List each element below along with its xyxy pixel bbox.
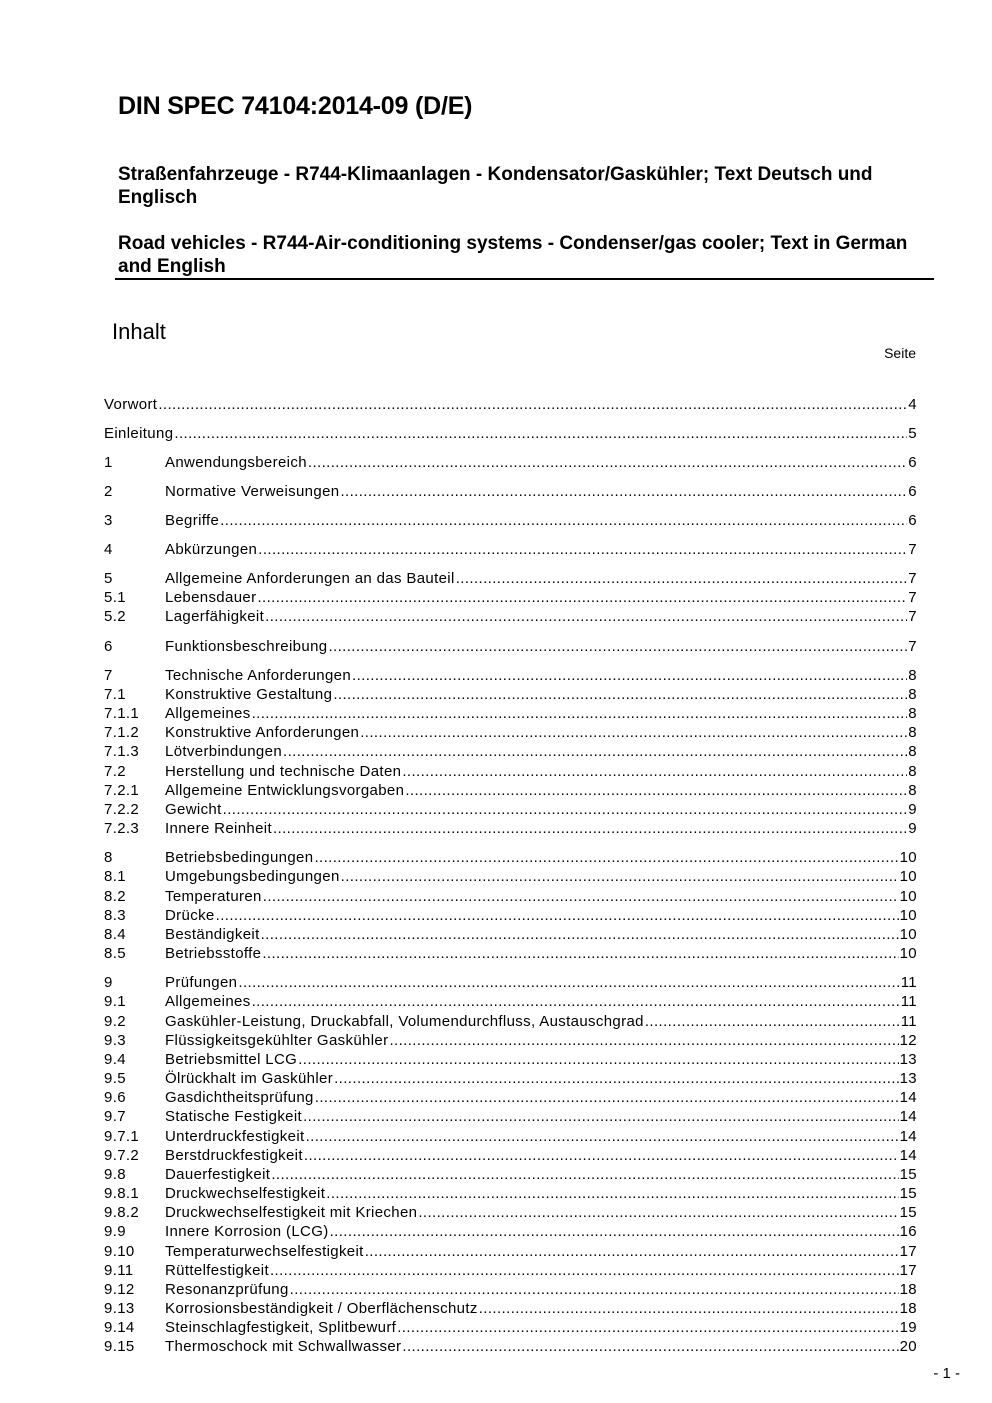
toc-entry-number: 7.1.2	[104, 724, 140, 741]
toc-entry-page: 15	[899, 1185, 917, 1202]
document-title-en: Road vehicles - R744-Air-conditioning systems - Condenser/gas cooler; Text in German and English	[118, 233, 908, 277]
toc-entry-title: Allgemeines	[165, 993, 251, 1010]
toc-entry-number: 9.12	[104, 1281, 135, 1298]
toc-entry-number: 7.1	[104, 686, 126, 703]
toc-dot-leader	[397, 1318, 898, 1337]
toc-entry[interactable]	[104, 1012, 917, 1031]
toc-entry-title: Lötverbindungen	[165, 743, 283, 760]
toc-dot-leader	[365, 1242, 899, 1261]
toc-entry-page: 7	[908, 638, 917, 655]
toc-entry[interactable]	[104, 992, 917, 1011]
toc-entry[interactable]	[104, 1318, 917, 1337]
toc-entry-title: Gewicht	[165, 801, 222, 818]
toc-entry-title: Berstdruckfestigkeit	[165, 1147, 303, 1164]
toc-entry-number: 5.2	[104, 608, 126, 625]
toc-entry-page: 11	[900, 1013, 917, 1030]
toc-entry-page: 10	[899, 868, 917, 885]
toc-entry-title: Innere Korrosion (LCG)	[165, 1223, 329, 1240]
toc-dot-leader	[262, 944, 898, 963]
toc-entry[interactable]	[104, 800, 917, 819]
toc-dot-leader	[283, 742, 907, 761]
toc-entry[interactable]	[104, 511, 917, 530]
toc-dot-leader	[405, 781, 907, 800]
toc-entry-number: 7.1.3	[104, 743, 140, 760]
toc-dot-leader	[303, 1107, 899, 1126]
toc-entry-number: 9.11	[104, 1262, 134, 1279]
toc-entry-title: Gaskühler-Leistung, Druckabfall, Volumendurchfluss, Austauschgrad	[165, 1013, 644, 1030]
toc-dot-leader	[271, 1165, 898, 1184]
toc-dot-leader	[174, 424, 907, 443]
toc-entry-number: 8	[104, 849, 113, 866]
toc-dot-leader	[328, 637, 907, 656]
toc-entry-number: 9.1	[104, 993, 126, 1010]
toc-entry[interactable]	[104, 1203, 917, 1222]
toc-dot-leader	[330, 1222, 899, 1241]
toc-dot-leader	[306, 1127, 899, 1146]
toc-entry-page: 5	[908, 425, 917, 442]
toc-dot-leader	[223, 800, 908, 819]
toc-entry-title: Beständigkeit	[165, 926, 260, 943]
toc-entry[interactable]	[104, 1337, 917, 1356]
toc-entry-title: Allgemeines	[165, 705, 251, 722]
toc-entry-page: 10	[899, 849, 917, 866]
toc-entry-number: 9.8	[104, 1166, 126, 1183]
toc-entry-page: 9	[908, 801, 917, 818]
toc-entry-number: 9.7.2	[104, 1147, 140, 1164]
toc-entry-page: 7	[908, 589, 917, 606]
toc-entry[interactable]	[104, 1261, 917, 1280]
toc-entry-title: Vorwort	[104, 396, 158, 413]
toc-entry-page: 18	[899, 1300, 917, 1317]
toc-entry-page: 11	[900, 993, 917, 1010]
toc-entry-number: 8.2	[104, 888, 126, 905]
toc-dot-leader	[261, 925, 899, 944]
toc-dot-leader	[265, 607, 907, 626]
toc-entry-page: 8	[908, 743, 917, 760]
toc-entry[interactable]	[104, 704, 917, 723]
toc-entry-page: 18	[899, 1281, 917, 1298]
toc-entry-number: 9.8.1	[104, 1185, 140, 1202]
toc-dot-leader	[308, 453, 907, 472]
toc-dot-leader	[258, 540, 907, 559]
toc-entry-title: Steinschlagfestigkeit, Splitbewurf	[165, 1319, 397, 1336]
toc-entry[interactable]	[104, 685, 917, 704]
toc-dot-leader	[352, 666, 907, 685]
toc-dot-leader	[304, 1146, 899, 1165]
toc-entry-number: 9.14	[104, 1319, 135, 1336]
toc-entry-number: 8.4	[104, 926, 126, 943]
toc-dot-leader	[216, 906, 899, 925]
toc-entry[interactable]	[104, 1050, 917, 1069]
toc-entry-number: 9.10	[104, 1243, 135, 1260]
toc-entry-page: 8	[908, 782, 917, 799]
toc-entry-number: 4	[104, 541, 113, 558]
toc-dot-leader	[263, 887, 899, 906]
toc-entry-page: 6	[908, 512, 917, 529]
toc-entry-page: 7	[908, 608, 917, 625]
toc-entry[interactable]	[104, 1299, 917, 1318]
toc-entry-number: 3	[104, 512, 113, 529]
toc-entry[interactable]	[104, 1165, 917, 1184]
toc-entry-number: 9.6	[104, 1089, 126, 1106]
toc-entry-title: Anwendungsbereich	[165, 454, 307, 471]
toc-entry-title: Statische Festigkeit	[165, 1108, 303, 1125]
toc-entry-title: Prüfungen	[165, 974, 238, 991]
document-id: DIN SPEC 74104:2014-09 (D/E)	[118, 92, 473, 120]
toc-page-column-label: Seite	[884, 345, 916, 361]
toc-entry-page: 6	[908, 454, 917, 471]
toc-entry-title: Betriebsbedingungen	[165, 849, 314, 866]
toc-entry-page: 15	[899, 1204, 917, 1221]
toc-entry[interactable]	[104, 819, 917, 838]
toc-entry-title: Allgemeine Anforderungen an das Bauteil	[165, 570, 455, 587]
toc-entry-title: Temperaturen	[165, 888, 262, 905]
toc-dot-leader	[270, 1261, 899, 1280]
toc-entry[interactable]	[104, 482, 917, 501]
toc-entry-title: Lagerfähigkeit	[165, 608, 265, 625]
toc-entry-page: 10	[899, 907, 917, 924]
toc-entry-page: 17	[899, 1243, 917, 1260]
toc-entry-title: Temperaturwechselfestigkeit	[165, 1243, 364, 1260]
toc-entry-number: 8.5	[104, 945, 126, 962]
toc-entry-title: Innere Reinheit	[165, 820, 272, 837]
toc-dot-leader	[326, 1184, 898, 1203]
toc-entry[interactable]	[104, 424, 917, 443]
toc-entry-number: 7.2.3	[104, 820, 140, 837]
toc-dot-leader	[402, 1337, 898, 1356]
toc-entry-page: 9	[908, 820, 917, 837]
toc-entry-page: 16	[899, 1223, 917, 1240]
toc-entry-title: Begriffe	[165, 512, 220, 529]
toc-entry-title: Rüttelfestigkeit	[165, 1262, 269, 1279]
toc-entry-title: Drücke	[165, 907, 215, 924]
toc-entry-number: 9.7.1	[104, 1128, 140, 1145]
toc-entry-page: 8	[908, 667, 917, 684]
toc-entry-page: 19	[899, 1319, 917, 1336]
toc-entry[interactable]	[104, 1184, 917, 1203]
toc-entry[interactable]	[104, 1146, 917, 1165]
toc-entry-page: 13	[899, 1070, 917, 1087]
toc-entry[interactable]	[104, 973, 917, 992]
toc-entry-page: 7	[908, 541, 917, 558]
toc-dot-leader	[418, 1203, 898, 1222]
toc-dot-leader	[314, 848, 898, 867]
toc-entry-page: 10	[899, 888, 917, 905]
toc-entry-page: 17	[899, 1262, 917, 1279]
toc-entry-number: 9.15	[104, 1338, 135, 1355]
toc-entry-title: Korrosionsbeständigkeit / Oberflächenschutz	[165, 1300, 478, 1317]
toc-entry-title: Herstellung und technische Daten	[165, 763, 402, 780]
toc-entry-page: 8	[908, 724, 917, 741]
toc-entry-title: Allgemeine Entwicklungsvorgaben	[165, 782, 405, 799]
toc-entry-number: 7	[104, 667, 113, 684]
toc-dot-leader	[220, 511, 907, 530]
toc-entry-title: Ölrückhalt im Gaskühler	[165, 1070, 334, 1087]
toc-entry-number: 9.7	[104, 1108, 126, 1125]
toc-entry[interactable]	[104, 1088, 917, 1107]
toc-entry-number: 7.2.2	[104, 801, 140, 818]
toc-entry[interactable]	[104, 1031, 917, 1050]
toc-entry-page: 7	[908, 570, 917, 587]
toc-dot-leader	[273, 819, 907, 838]
toc-entry-page: 15	[899, 1166, 917, 1183]
toc-entry[interactable]	[104, 666, 917, 685]
toc-entry-title: Unterdruckfestigkeit	[165, 1128, 305, 1145]
toc-entry-page: 12	[899, 1032, 917, 1049]
toc-entry-title: Normative Verweisungen	[165, 483, 340, 500]
toc-entry-number: 9	[104, 974, 113, 991]
toc-entry[interactable]	[104, 781, 917, 800]
toc-heading: Inhalt	[112, 319, 166, 344]
toc-entry-title: Druckwechselfestigkeit	[165, 1185, 326, 1202]
toc-dot-leader	[252, 992, 900, 1011]
toc-entry[interactable]	[104, 887, 917, 906]
table-of-contents	[104, 0, 917, 1403]
toc-entry-number: 9.2	[104, 1013, 126, 1030]
toc-entry-number: 6	[104, 638, 113, 655]
toc-entry-title: Technische Anforderungen	[165, 667, 352, 684]
toc-entry[interactable]	[104, 867, 917, 886]
toc-entry-number: 9.9	[104, 1223, 126, 1240]
toc-entry-number: 9.13	[104, 1300, 135, 1317]
toc-entry-title: Flüssigkeitsgekühlter Gaskühler	[165, 1032, 389, 1049]
toc-entry[interactable]	[104, 1127, 917, 1146]
toc-entry-page: 10	[899, 945, 917, 962]
toc-entry-title: Umgebungsbedingungen	[165, 868, 340, 885]
toc-entry[interactable]	[104, 637, 917, 656]
toc-entry-title: Konstruktive Gestaltung	[165, 686, 333, 703]
toc-entry-number: 5	[104, 570, 113, 587]
toc-entry-page: 4	[908, 396, 917, 413]
toc-entry[interactable]	[104, 925, 917, 944]
toc-entry-title: Gasdichtheitsprüfung	[165, 1089, 314, 1106]
toc-dot-leader	[456, 569, 908, 588]
toc-entry[interactable]	[104, 906, 917, 925]
toc-entry-number: 7.1.1	[104, 705, 140, 722]
toc-dot-leader	[158, 395, 907, 414]
toc-dot-leader	[290, 1280, 899, 1299]
toc-entry-number: 8.3	[104, 907, 126, 924]
toc-entry[interactable]	[104, 395, 917, 414]
toc-entry-title: Betriebsstoffe	[165, 945, 262, 962]
toc-dot-leader	[645, 1012, 900, 1031]
toc-entry-number: 2	[104, 483, 113, 500]
toc-entry-title: Einleitung	[104, 425, 174, 442]
toc-entry[interactable]	[104, 848, 917, 867]
toc-entry-page: 11	[900, 974, 917, 991]
toc-entry-title: Abkürzungen	[165, 541, 258, 558]
toc-entry-title: Betriebsmittel LCG	[165, 1051, 298, 1068]
toc-entry-page: 8	[908, 686, 917, 703]
toc-entry-page: 13	[899, 1051, 917, 1068]
toc-entry[interactable]	[104, 453, 917, 472]
toc-entry-page: 8	[908, 763, 917, 780]
toc-dot-leader	[238, 973, 899, 992]
toc-entry-page: 20	[899, 1338, 917, 1355]
toc-dot-leader	[257, 588, 907, 607]
toc-dot-leader	[360, 723, 907, 742]
toc-entry-title: Dauerfestigkeit	[165, 1166, 271, 1183]
toc-entry-number: 9.4	[104, 1051, 126, 1068]
toc-entry-title: Konstruktive Anforderungen	[165, 724, 360, 741]
toc-entry[interactable]	[104, 1107, 917, 1126]
toc-entry-number: 1	[104, 454, 113, 471]
toc-entry-title: Resonanzprüfung	[165, 1281, 289, 1298]
toc-entry[interactable]	[104, 742, 917, 761]
toc-entry-number: 9.8.2	[104, 1204, 140, 1221]
toc-entry[interactable]	[104, 1280, 917, 1299]
toc-entry[interactable]	[104, 1222, 917, 1241]
toc-entry[interactable]	[104, 569, 917, 588]
toc-entry-page: 6	[908, 483, 917, 500]
toc-entry[interactable]	[104, 607, 917, 626]
toc-entry-number: 7.2.1	[104, 782, 140, 799]
toc-entry-page: 10	[899, 926, 917, 943]
toc-entry-number: 9.5	[104, 1070, 126, 1087]
toc-entry[interactable]	[104, 1069, 917, 1088]
toc-dot-leader	[298, 1050, 898, 1069]
toc-dot-leader	[340, 482, 907, 501]
toc-entry[interactable]	[104, 944, 917, 963]
document-title-de: Straßenfahrzeuge - R744-Klimaanlagen - Kondensator/Gaskühler; Text Deutsch und Englisch	[118, 164, 873, 208]
page-number: - 1 -	[933, 1365, 960, 1382]
toc-entry-page: 14	[899, 1089, 917, 1106]
toc-entry[interactable]	[104, 762, 917, 781]
toc-entry[interactable]	[104, 1242, 917, 1261]
toc-dot-leader	[334, 1069, 899, 1088]
toc-entry[interactable]	[104, 723, 917, 742]
toc-entry-page: 14	[899, 1108, 917, 1125]
toc-entry-page: 8	[908, 705, 917, 722]
toc-entry-number: 8.1	[104, 868, 126, 885]
toc-entry-number: 9.3	[104, 1032, 126, 1049]
toc-entry[interactable]	[104, 540, 917, 559]
toc-entry-number: 5.1	[104, 589, 126, 606]
toc-dot-leader	[402, 762, 907, 781]
toc-dot-leader	[389, 1031, 898, 1050]
toc-entry[interactable]	[104, 588, 917, 607]
toc-entry-title: Lebensdauer	[165, 589, 257, 606]
toc-entry-page: 14	[899, 1128, 917, 1145]
toc-entry-title: Druckwechselfestigkeit mit Kriechen	[165, 1204, 418, 1221]
toc-dot-leader	[252, 704, 908, 723]
toc-dot-leader	[315, 1088, 899, 1107]
toc-entry-page: 14	[899, 1147, 917, 1164]
toc-dot-leader	[341, 867, 899, 886]
toc-entry-title: Funktionsbeschreibung	[165, 638, 328, 655]
toc-dot-leader	[333, 685, 907, 704]
toc-entry-number: 7.2	[104, 763, 126, 780]
toc-entry-title: Thermoschock mit Schwallwasser	[165, 1338, 402, 1355]
toc-dot-leader	[479, 1299, 899, 1318]
